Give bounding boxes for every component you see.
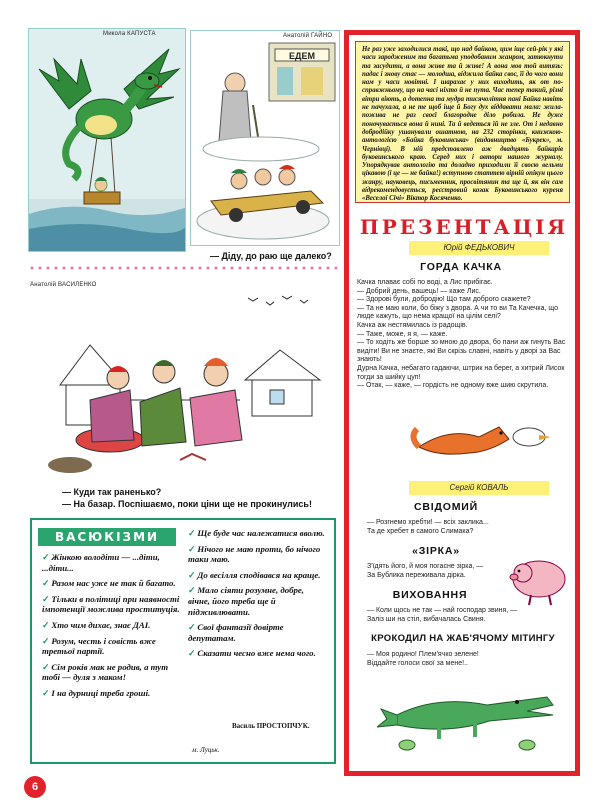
vasiukizmy-left-column [42,552,182,704]
check-icon: ✓ [42,578,50,589]
check-icon: ✓ [188,569,196,580]
vasiuk-item-text: Разом нас уже не так й багато. [51,578,176,589]
poem-title-gorda-kachka: ГОРДА КАЧКА [420,261,502,273]
check-icon: ✓ [188,528,196,538]
vasiuk-item-text: І на дурниці треба гроші. [51,687,151,698]
poem-zirka: З'їдять його, й моя погасне зірка, — За Бубликa переживала дірка. [367,563,484,579]
poem-gorda-kachka: Качка плаває собі по воді, а Лис прибігає. — Добрий день, вашець! — каже Лис. — Здорові були, добродію! Що там доброго скажете? — Та не маю коли, бо біжу з двора. А чи то ви Та Качечка, що люде кажуть, що нема кращої на цілім селі? Качка аж нестямилась із радощів. — Таже, може, я я, — каже. — То ходіть же борше зо мною до двора, бо пани аж гинуть Вас видіти! Ви не знаєте, які Ви скрізь славні, навіть у дворі за Вас знають! Дурна Качка, небагато гадаючи, штрик на берег, а хитрий Лисок тогди за шийку цуп! — Отак, — каже, — гордість не одному вже шию скрутила. [357,279,566,390]
vasiuk-item [188,570,328,581]
vasiuk-item-text: Тільки в політиці при наявності імпотенції можлива проституція. [42,593,180,615]
check-icon: ✓ [188,543,196,554]
author-koval: Сергій КОВАЛЬ [409,481,549,495]
vasiuk-item-text: Сказати чесно вже нема чого. [197,648,316,659]
vasiuk-item-text: Жінкою володіти — ...діти, ...діти... [42,552,160,573]
check-icon: ✓ [188,622,196,633]
vasiuk-item-text: Свої фантазії довірте депутатам. [188,622,284,643]
check-icon: ✓ [188,648,196,659]
vasiuk-item [188,528,328,539]
vasiuk-item [42,662,182,683]
vasiuk-item [42,578,182,589]
check-icon: ✓ [42,552,50,562]
vasiuk-item [42,552,182,573]
vasiuk-item-text: Сім років мак не родив, а тут тобі — дуля з маком! [42,661,169,683]
dotted-divider [28,264,340,272]
vasiuk-item [42,594,182,615]
caption-market-2: — На базар. Поспішаємо, поки ціни ще не прокинулись! [62,499,312,509]
poem-vykhovannia: — Коли щось не так — най господар звиня, — Заліз ши на стіл, вибачалась Свиня. [367,607,518,623]
vasiuk-item-text: Ще буде час належатися вволю. [197,528,325,538]
vasiukizmy-right-column [188,528,328,664]
vasiukizmy-heading: ВАСЮКІЗМИ [38,528,176,546]
poem-krokodyl: — Моя родино! Плем'ячко зелене! Віддайте голоси свої за мене!.. [367,651,479,667]
fox-duck-illustration [409,407,559,467]
check-icon: ✓ [42,619,50,630]
poem-title-svidomyi: СВІДОМИЙ [414,501,478,513]
vasiuk-item-text: Мало сіяти розумне, добре, вічне, його треба ще й підживлювати. [188,585,305,617]
vasiukizmy-box [30,518,336,764]
artist-gaino: Анатолій ГАЙНО [283,33,333,39]
vasiuk-item [188,585,328,617]
vasiuk-item [188,648,328,659]
poem-title-zirka: «ЗІРКА» [412,545,460,557]
poem-title-vykhovannia: ВИХОВАННЯ [392,589,468,601]
page-number: 6 [24,776,46,798]
author-fedkovych: Юрій ФЕДЬКОВИЧ [409,241,549,255]
cartoon-dragon [28,28,186,252]
vasiuk-item-text: Хто чим дихає, знає ДАІ. [51,619,151,630]
check-icon: ✓ [188,585,196,596]
poem-title-krokodyl: КРОКОДИЛ НА ЖАБ'ЯЧОМУ МІТИНГУ [371,633,555,644]
cartoon-eden [190,30,340,246]
vasiuk-signature: Василь ПРОСТОПЧУК. [232,722,310,730]
vasiuk-item-text: До весілля сподівався на краще. [197,569,321,580]
vasiuk-item-text: Нічого не маю проти, бо нічого таки маю. [188,543,321,565]
eden-sign: ЕДЕМ [289,51,315,61]
eden-illustration [191,31,340,246]
vasiuk-item [42,620,182,631]
caption-market-1: — Куди так раненько? [62,487,162,497]
crocodile-illustration [377,675,567,755]
artist-vasylenko: Анатолій ВАСИЛЕНКО [30,282,97,288]
check-icon: ✓ [42,687,50,698]
vasiuk-item [188,544,328,565]
vasiuk-item [42,688,182,699]
vasiuk-item-text: Розум, честь і совість вже третьої партії. [42,635,156,657]
artist-kapusta: Микола КАПУСТА [103,31,156,37]
vasiuk-item [188,622,328,643]
vasiuk-city: м. Луцьк. [192,746,220,754]
caption-eden: — Діду, до раю ще далеко? [210,251,332,261]
presentation-column [344,30,580,776]
presentation-title: ПРЕЗЕНТАЦІЯ [359,215,569,239]
market-illustration [30,290,338,482]
cartoon-market [30,290,338,482]
check-icon: ✓ [42,593,50,604]
poem-svidomyi: — Розгнемо хребти! — всіх заклика... Та де хребет в самого Слимака? [367,519,489,535]
vasiuk-item [42,636,182,657]
intro-text: Не раз уже заходилися такі, що над байкою, цим іще сей-рік у які часи зародженим та багатьма уподобаним жанром, затюкнути та засудити, а вона живе та й живе! А вона мов той витязь: падає і знову стає — молодша, віджила байка своє, її до чого вони нам у часи новітні. І шарахає у них виходить, як от по-справжньому, що на часі ніхто й не пута. Час тепер такий, різні вітри віють, а дотепна та мудра тисячолітня пані Байка навіть не пачухала, а не те щоб іще й Богу дух віддавати мала: жила-пожива не раз своєї благородне діло робила. Не дуже поночувається вона й нині. Та й ведеться їй не зле. От і недавно добродійку ушанували ошатною, на 232 сторінки, книжкою-антологією «Байка буковинська» (видавництво «Букрек», м. Чернівці). В ній представлено аж двадцять байкарів буковинського краю. Серед них і автори нашого журналу. Упорядкував антологію та доладно приходили її своєю вельми цікавою (і це — не байка!) вступною статтею вірній опікун цього жанру, науковець, письменник, просвітянин та ще й, як він сам відрекомендовується, реєстровий козак Буковинського куреня «Веселої Січі» Віктор Косяченко. [355,41,570,203]
check-icon: ✓ [42,661,50,672]
dragon-illustration [29,29,186,252]
check-icon: ✓ [42,635,50,646]
